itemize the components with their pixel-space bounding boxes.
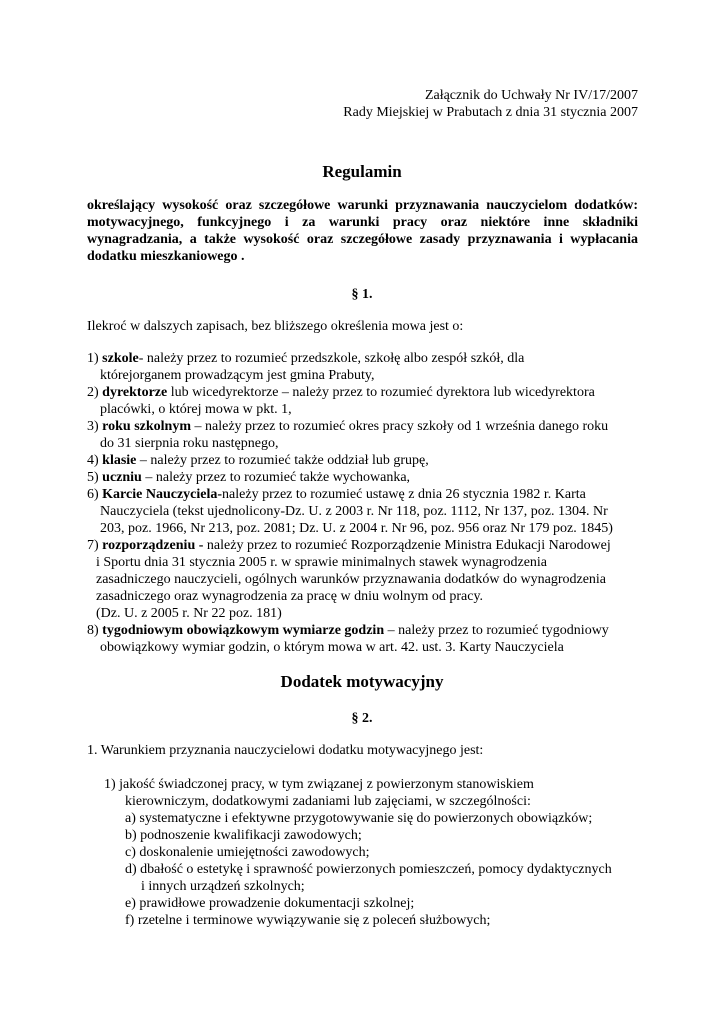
- item-term: Karcie Nauczyciela-: [102, 487, 223, 502]
- item-text: – należy przez to rozumieć także wychowanka,: [141, 470, 411, 485]
- section-2-heading: § 2.: [351, 711, 373, 726]
- definition-item-5: [87, 469, 410, 486]
- header-line-2: Rady Miejskiej w Prabutach z dnia 31 stycznia 2007: [343, 105, 638, 120]
- item-term: uczniu: [102, 470, 142, 485]
- item-term: tygodniowym obowiązkowym wymiarze godzin: [102, 623, 385, 638]
- section-2-point-1: 1. Warunkiem przyznania nauczycielowi dodatku motywacyjnego jest:: [87, 743, 484, 758]
- item-number: 2): [87, 385, 103, 400]
- definition-item-6-cont-2: 203, poz. 1966, Nr 213, poz. 2081; Dz. U. z 2004 r. Nr 96, poz. 956 oraz Nr 179 poz. 1845): [100, 521, 613, 536]
- definition-item-8: [87, 622, 609, 639]
- section-2-subpoint-1-cont: kierowniczym, dodatkowymi zadaniami lub zajęciami, w szczególności:: [125, 794, 531, 809]
- item-text: - należy przez to rozumieć przedszkole, szkołę albo zespół szkół, dla: [138, 351, 525, 366]
- section-2-subpoint-1: 1) jakość świadczonej pracy, w tym związanej z powierzonym stanowiskiem: [104, 777, 534, 792]
- definition-item-3-cont: do 31 sierpnia roku następnego,: [100, 436, 279, 451]
- item-term: szkole: [102, 351, 139, 366]
- item-text: należy przez to rozumieć Rozporządzenie Ministra Edukacji Narodowej: [206, 538, 611, 553]
- header-line-1: Załącznik do Uchwały Nr IV/17/2007: [424, 88, 638, 103]
- item-text: – należy przez to rozumieć także oddział lub grupę,: [136, 453, 429, 468]
- item-number: 3): [87, 419, 103, 434]
- definition-item-8-cont: obowiązkowy wymiar godzin, o którym mowa w art. 42. ust. 3. Karty Nauczyciela: [100, 640, 564, 655]
- section-title-motivational-bonus: Dodatek motywacyjny: [280, 672, 444, 691]
- criterion-a: a) systematyczne i efektywne przygotowywanie się do powierzonych obowiązków;: [125, 811, 593, 826]
- item-number: 6): [87, 487, 103, 502]
- definition-item-1: [87, 350, 524, 367]
- definition-item-7-cont-3: zasadniczego oraz wynagrodzenia za pracę w dniu wolnym od pracy.: [96, 589, 484, 604]
- definition-item-6-cont-1: Nauczyciela (tekst ujednolicony-Dz. U. z 2003 r. Nr 118, poz. 1112, Nr 137, poz. 1304. Nr: [100, 504, 608, 519]
- criterion-d: d) dbałość o estetykę i sprawność powierzonych pomieszczeń, pomocy dydaktycznych: [125, 862, 612, 877]
- definition-item-2: [87, 384, 595, 401]
- criterion-c: c) doskonalenie umiejętności zawodowych;: [125, 845, 370, 860]
- definition-item-2-cont: placówki, o której mowa w pkt. 1,: [100, 402, 292, 417]
- criterion-d-cont: i innych urządzeń szkolnych;: [141, 879, 305, 894]
- subtitle-line-3: wynagradzania, a także wysokość oraz szczegółowe zasady przyznawania i wypłacania: [87, 232, 638, 247]
- section-1-intro: Ilekroć w dalszych zapisach, bez bliższego określenia mowa jest o:: [87, 319, 464, 334]
- subtitle-line-4: dodatku mieszkaniowego .: [87, 249, 245, 264]
- definition-item-7-cont-4: (Dz. U. z 2005 r. Nr 22 poz. 181): [96, 606, 282, 621]
- subtitle-line-2: motywacyjnego, funkcyjnego i za warunki pracy oraz niektóre inne składniki: [87, 215, 638, 230]
- item-term: roku szkolnym: [102, 419, 191, 434]
- item-number: 1): [87, 351, 103, 366]
- criterion-b: b) podnoszenie kwalifikacji zawodowych;: [125, 828, 362, 843]
- definition-item-6: [87, 486, 586, 503]
- section-1-heading: § 1.: [351, 287, 373, 302]
- item-term: rozporządzeniu -: [102, 538, 207, 553]
- item-text: lub wicedyrektorze – należy przez to rozumieć dyrektora lub wicedyrektora: [167, 385, 595, 400]
- item-number: 4): [87, 453, 103, 468]
- criterion-e: e) prawidłowe prowadzenie dokumentacji szkolnej;: [125, 896, 415, 911]
- document-title: Regulamin: [322, 162, 402, 181]
- item-number: 8): [87, 623, 103, 638]
- subtitle-line-1: określający wysokość oraz szczegółowe warunki przyznawania nauczycielom dodatków:: [87, 198, 638, 213]
- criterion-f: f) rzetelne i terminowe wywiązywanie się z poleceń służbowych;: [125, 913, 491, 928]
- item-text: – należy przez to rozumieć tygodniowy: [384, 623, 609, 638]
- item-number: 5): [87, 470, 103, 485]
- definition-item-3: [87, 418, 608, 435]
- item-number: 7): [87, 538, 103, 553]
- item-term: dyrektorze: [102, 385, 168, 400]
- item-term: klasie: [102, 453, 137, 468]
- item-text: należy przez to rozumieć ustawę z dnia 26 stycznia 1982 r. Karta: [222, 487, 586, 502]
- definition-item-1-cont: którejorganem prowadzącym jest gmina Prabuty,: [100, 368, 375, 383]
- item-text: – należy przez to rozumieć okres pracy szkoły od 1 września danego roku: [191, 419, 609, 434]
- definition-item-7-cont-1: i Sportu dnia 31 stycznia 2005 r. w sprawie minimalnych stawek wynagrodzenia: [96, 555, 548, 570]
- definition-item-4: [87, 452, 429, 469]
- definition-item-7-cont-2: zasadniczego nauczycieli, ogólnych warunków przyznawania dodatków do wynagrodzenia: [96, 572, 607, 587]
- definition-item-7: [87, 537, 611, 554]
